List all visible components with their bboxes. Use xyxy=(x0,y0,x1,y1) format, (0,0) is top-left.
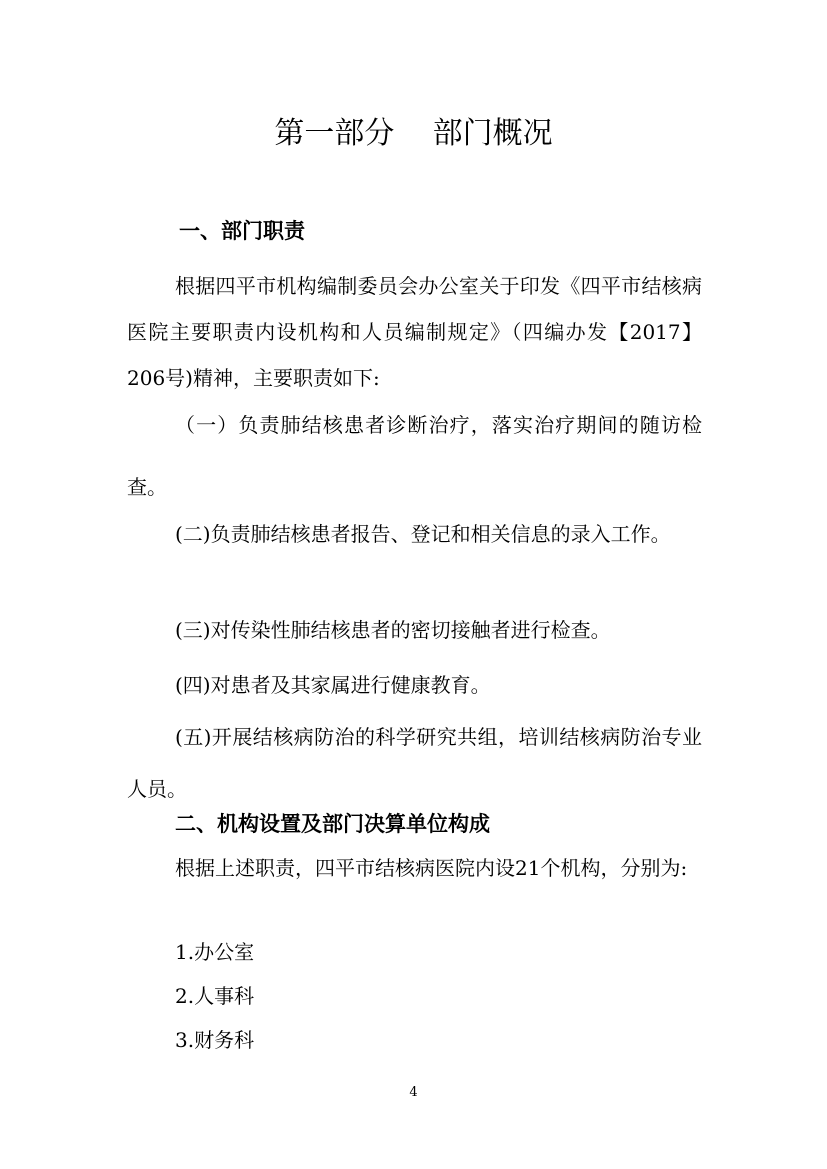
duty-item-1: （一）负责肺结核患者诊断治疗，落实治疗期间的随访检查。 xyxy=(127,413,702,499)
structure-intro-paragraph: 根据上述职责，四平市结核病医院内设21个机构，分别为: xyxy=(175,856,688,880)
duty-item-3: (三)对传染性肺结核患者的密切接触者进行检查。 xyxy=(175,618,611,642)
structure-item-1: 1.办公室 xyxy=(175,940,255,964)
structure-item-2: 2.人事科 xyxy=(175,984,255,1008)
duty-item-4: (四)对患者及其家属进行健康教育。 xyxy=(175,673,491,697)
structure-item-3: 3.财务科 xyxy=(175,1028,255,1052)
duty-item-2: (二)负责肺结核患者报告、登记和相关信息的录入工作。 xyxy=(175,522,671,546)
duties-intro-paragraph: 根据四平市机构编制委员会办公室关于印发《四平市结核病医院主要职责内设机构和人员编制规定》（四编办发【2017】206号)精神，主要职责如下: xyxy=(127,274,702,390)
page-number: 4 xyxy=(409,1085,418,1100)
section-heading-duties: 一、部门职责 xyxy=(179,219,305,243)
duty-item-5: (五)开展结核病防治的科学研究共组，培训结核病防治专业人员。 xyxy=(127,725,702,801)
page-title: 第一部分 部门概况 xyxy=(274,116,553,151)
section-heading-structure: 二、机构设置及部门决算单位构成 xyxy=(175,812,490,836)
